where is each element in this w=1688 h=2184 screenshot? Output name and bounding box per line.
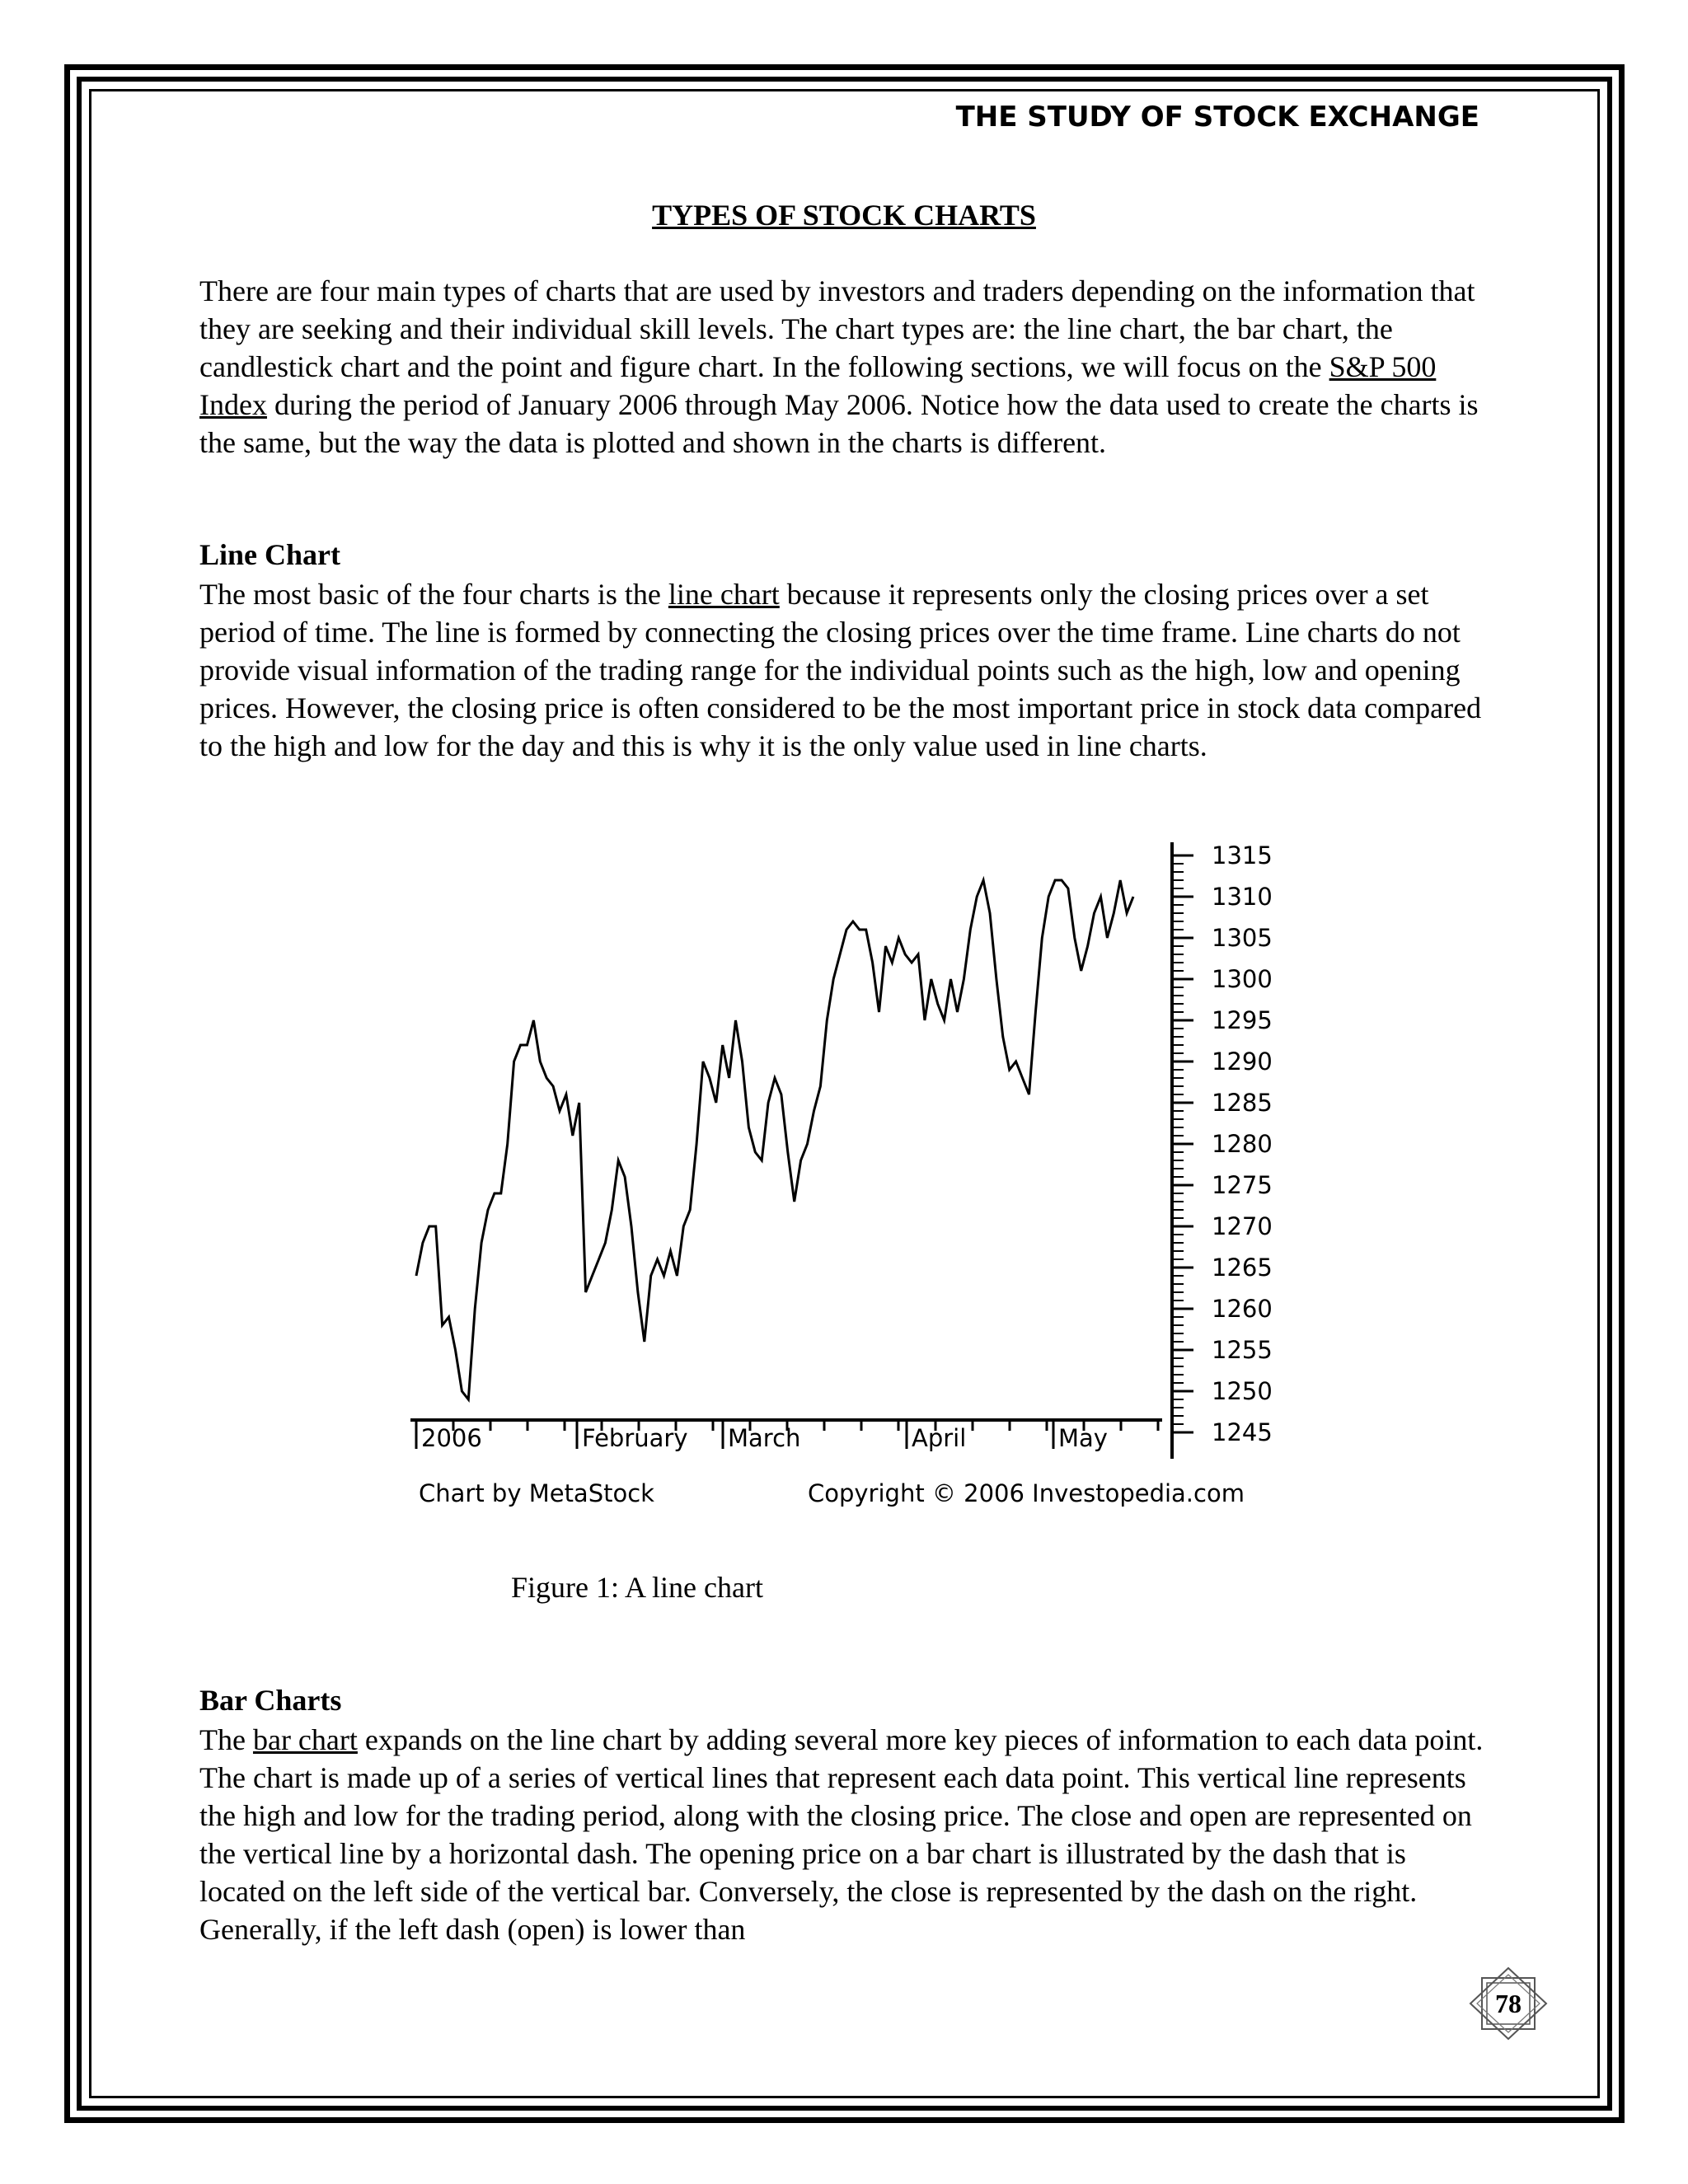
y-tick-label: 1245 [1212,1418,1273,1446]
sp500-link[interactable]: S&P 500 Index [199,350,1437,421]
y-tick-label: 1305 [1212,924,1273,952]
y-tick-label: 1310 [1212,883,1273,911]
chart-credit-copyright: Copyright © 2006 Investopedia.com [808,1479,1245,1507]
x-tick-label: April [912,1424,967,1452]
bar-charts-heading: Bar Charts [199,1684,342,1717]
intro-text-start: There are four main types of charts that are used by investors and traders depending on the information that they are seeking and their individual skill levels. The chart types are: the line chart, the bar chart, the candlestick chart and the point and figure chart. In the following sections, we will focus on the [199,274,1475,383]
x-tick-label: 2006 [421,1424,482,1452]
y-tick-label: 1260 [1212,1295,1273,1323]
line-chart-text-end: because it represents only the closing prices over a set period of time. The line is formed by connecting the closing prices over the time frame. Line charts do not provide visual information of the trading range for the individual points such as the high, low and opening prices. However, the closing price is often considered to be the most important price in stock data compared to the high and low for the day and this is why it is the only value used in line charts. [199,578,1482,762]
x-tick-label: March [728,1424,801,1452]
line-chart-link[interactable]: line chart [668,578,780,611]
y-tick-label: 1315 [1212,841,1273,869]
page-number: 78 [1495,1989,1522,2018]
x-tick-label: February [582,1424,688,1452]
y-tick-label: 1285 [1212,1089,1273,1117]
y-tick-label: 1255 [1212,1336,1273,1364]
y-tick-label: 1265 [1212,1254,1273,1282]
y-tick-label: 1250 [1212,1377,1273,1405]
intro-paragraph [199,272,1485,462]
running-header: THE STUDY OF STOCK EXCHANGE [955,101,1479,134]
y-tick-label: 1300 [1212,965,1273,993]
x-tick-label: May [1058,1424,1108,1452]
page-title: TYPES OF STOCK CHARTS [652,199,1036,232]
y-tick-label: 1290 [1212,1047,1273,1076]
figure-caption: Figure 1: A line chart [511,1571,763,1604]
bar-charts-text-end: expands on the line chart by adding several more key pieces of information to each data point. The chart is made up of a series of vertical lines that represent each data point. This vertical line represents the high and low for the trading period, along with the closing price. The close and open are represented on the vertical line by a horizontal dash. The opening price on a bar chart is illustrated by the dash that is located on the left side of the vertical bar. Conversely, the close is represented by the dash on the right. Generally, if the left dash (open) is lower than [199,1723,1484,1946]
intro-text-end: during the period of January 2006 through May 2006. Notice how the data used to create the charts is the same, but the way the data is plotted and shown in the charts is different. [199,388,1479,459]
y-axis-ticks [1172,855,1193,1432]
line-chart-figure [387,824,1294,1533]
y-tick-label: 1295 [1212,1006,1273,1034]
y-tick-label: 1275 [1212,1171,1273,1199]
price-line [416,880,1133,1399]
line-chart-text-start: The most basic of the four charts is the [199,578,668,611]
bar-charts-paragraph [199,1721,1485,1948]
x-axis-labels [421,1424,1108,1452]
bar-chart-link[interactable]: bar chart [252,1723,358,1756]
chart-credit-metastock: Chart by MetaStock [419,1479,654,1507]
line-chart-paragraph [199,575,1485,765]
y-tick-label: 1280 [1212,1130,1273,1158]
y-tick-label: 1270 [1212,1212,1273,1240]
y-axis-tick-labels [1212,841,1273,1446]
line-chart-heading: Line Chart [199,538,340,571]
bar-charts-text-start: The [199,1723,253,1756]
